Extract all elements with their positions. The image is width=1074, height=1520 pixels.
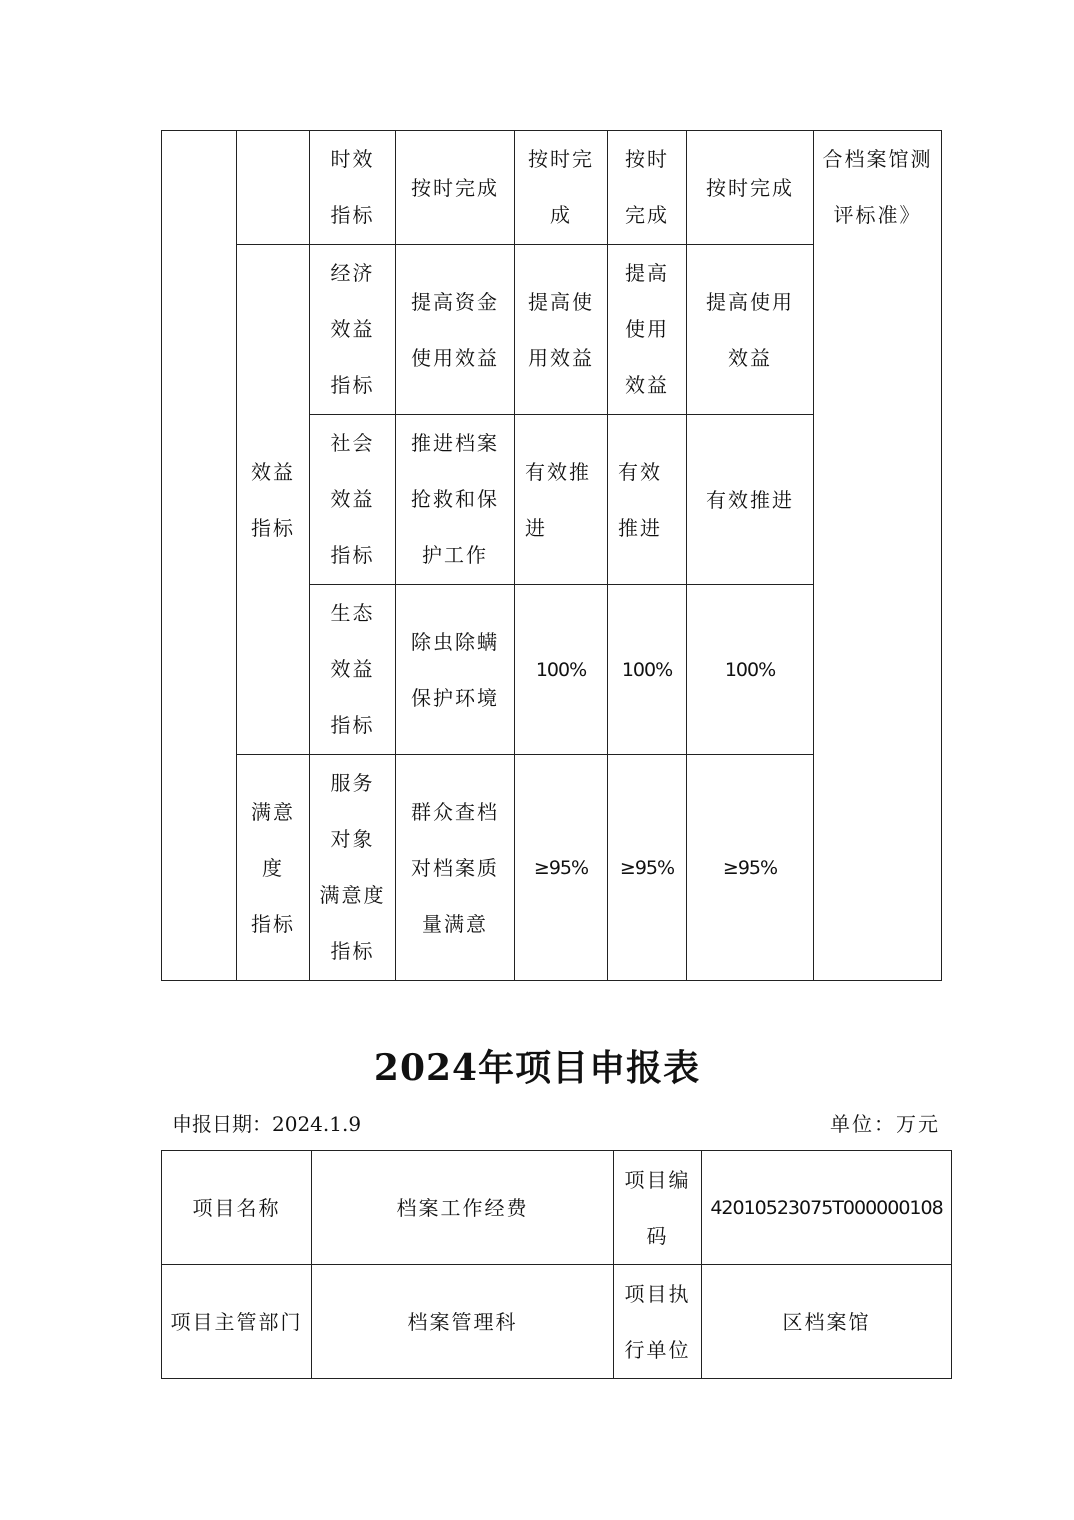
eco-content: 除虫除螨 保护环境	[396, 585, 515, 755]
project-name-value: 档案工作经费	[312, 1151, 614, 1265]
satisfaction-value-1: ≥95%	[515, 755, 608, 981]
satisfaction-value-2: ≥95%	[608, 755, 687, 981]
satisfaction-indicator: 服务 对象 满意度 指标	[310, 755, 396, 981]
supervising-dept-value: 档案管理科	[312, 1265, 614, 1379]
timeliness-indicator: 时效 指标	[310, 131, 396, 245]
project-code-label: 项目编 码	[614, 1151, 702, 1265]
economic-value-2: 提高 使用 效益	[608, 245, 687, 415]
executing-unit-label: 项目执 行单位	[614, 1265, 702, 1379]
eco-indicator: 生态 效益 指标	[310, 585, 396, 755]
satisfaction-value-3: ≥95%	[687, 755, 814, 981]
project-code-value: 42010523075T000000108	[702, 1151, 952, 1265]
economic-indicator: 经济 效益 指标	[310, 245, 396, 415]
economic-value-1: 提高使 用效益	[515, 245, 608, 415]
satisfaction-content: 群众查档 对档案质 量满意	[396, 755, 515, 981]
timeliness-content: 按时完成	[396, 131, 515, 245]
performance-indicator-table	[161, 130, 942, 981]
eco-value-3: 100%	[687, 585, 814, 755]
project-application-table	[161, 1150, 952, 1379]
benefit-indicator-group: 效益 指标	[237, 245, 310, 755]
social-value-1: 有效推 进	[515, 415, 608, 585]
timeliness-value-2: 按时 完成	[608, 131, 687, 245]
timeliness-value-3: 按时完成	[687, 131, 814, 245]
social-indicator: 社会 效益 指标	[310, 415, 396, 585]
social-content: 推进档案 抢救和保 护工作	[396, 415, 515, 585]
report-date: 申报日期：2024.1.9	[172, 1112, 362, 1136]
satisfaction-indicator-group: 满意 度 指标	[237, 755, 310, 981]
project-name-label: 项目名称	[162, 1151, 312, 1265]
first-level-indicator-cell	[162, 131, 237, 981]
economic-content: 提高资金 使用效益	[396, 245, 515, 415]
note-cell: 合档案馆测 评标准》	[814, 131, 942, 981]
social-value-2: 有效 推进	[608, 415, 687, 585]
report-title: 2024年项目申报表	[373, 1047, 701, 1089]
report-unit: 单位：万元	[830, 1112, 940, 1136]
eco-value-2: 100%	[608, 585, 687, 755]
second-level-indicator-cell	[237, 131, 310, 245]
executing-unit-value: 区档案馆	[702, 1265, 952, 1379]
economic-value-3: 提高使用 效益	[687, 245, 814, 415]
eco-value-1: 100%	[515, 585, 608, 755]
timeliness-value-1: 按时完 成	[515, 131, 608, 245]
social-value-3: 有效推进	[687, 415, 814, 585]
supervising-dept-label: 项目主管部门	[162, 1265, 312, 1379]
